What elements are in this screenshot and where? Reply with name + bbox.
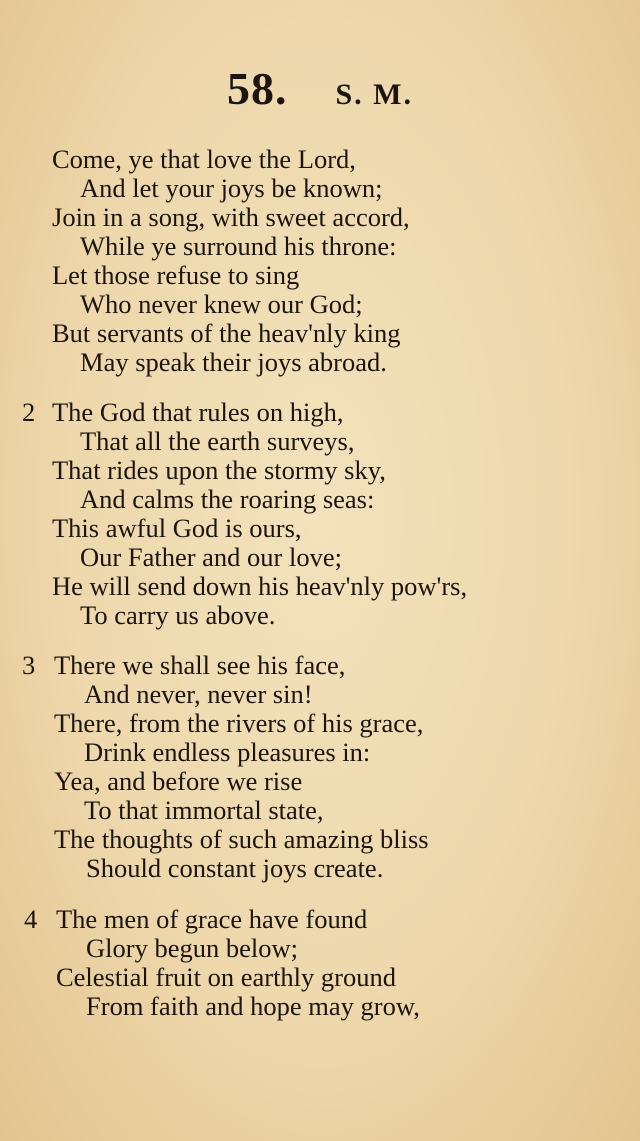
stanza-line: Let those refuse to sing [52, 260, 300, 290]
stanza-line: Our Father and our love; [80, 542, 342, 572]
stanza-line: And never, never sin! [84, 679, 313, 709]
stanza-line: Celestial fruit on earthly ground [56, 962, 396, 992]
stanza-line: Who never knew our God; [80, 289, 363, 319]
stanza-line: To that immortal state, [84, 795, 324, 825]
stanza-line: But servants of the heav'nly king [52, 318, 401, 348]
stanza-line: The men of grace have found [56, 904, 368, 934]
stanza-line: That all the earth surveys, [80, 426, 355, 456]
verse-number: 3 [22, 650, 36, 680]
stanza-line: The thoughts of such amazing bliss [54, 824, 429, 854]
stanza-line: He will send down his heav'nly pow'rs, [52, 571, 468, 601]
verse-number: 2 [22, 397, 36, 427]
verse-number: 4 [24, 904, 38, 934]
hymn-meter: S. M. [335, 78, 413, 111]
stanza-line: To carry us above. [80, 600, 276, 630]
stanza-line: Drink endless pleasures in: [84, 737, 371, 767]
hymn-header [0, 62, 640, 115]
stanza-line: And calms the roaring seas: [80, 484, 375, 514]
hymn-number: 58. [227, 63, 288, 114]
stanza-line: May speak their joys abroad. [80, 347, 387, 377]
stanza-line: There we shall see his face, [54, 650, 346, 680]
stanza-line: Should constant joys create. [86, 853, 384, 883]
stanza-line: Yea, and before we rise [54, 766, 303, 796]
stanza-line: Join in a song, with sweet accord, [52, 202, 410, 232]
stanza-line: From faith and hope may grow, [86, 991, 420, 1021]
stanza-line: Come, ye that love the Lord, [52, 144, 356, 174]
stanza-line: And let your joys be known; [80, 173, 383, 203]
stanza-line: That rides upon the stormy sky, [52, 455, 386, 485]
stanza-line: Glory begun below; [86, 933, 298, 963]
stanza-line: The God that rules on high, [52, 397, 344, 427]
stanza-line: There, from the rivers of his grace, [54, 708, 424, 738]
stanza-line: This awful God is ours, [52, 513, 302, 543]
stanza-line: While ye surround his throne: [80, 231, 397, 261]
